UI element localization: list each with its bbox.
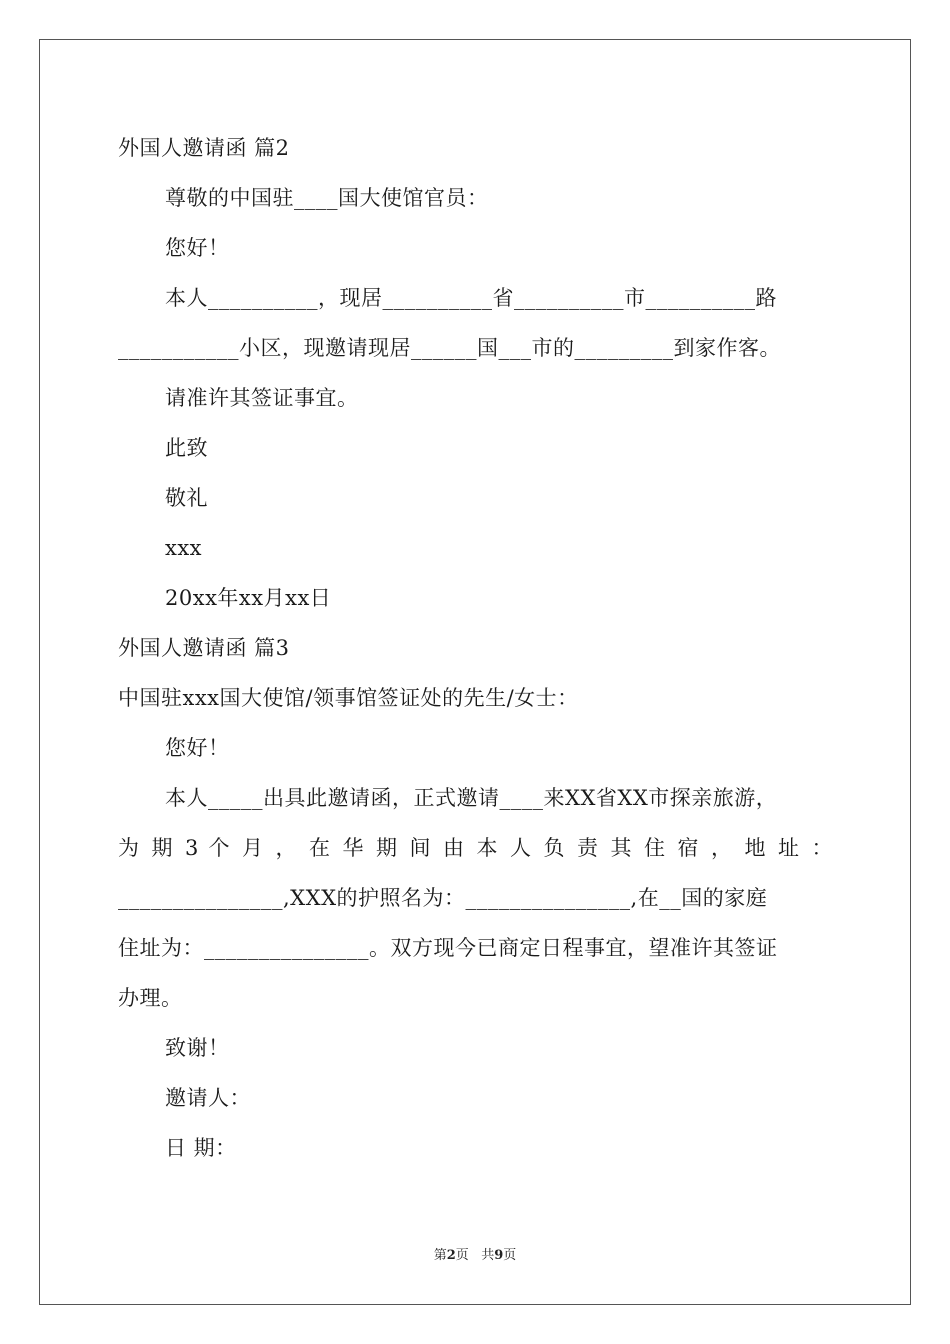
footer-page-suffix: 页 <box>455 1248 469 1263</box>
salutation-2: 尊敬的中国驻____国大使馆官员： <box>165 186 489 210</box>
closing-cizhi: 此致 <box>165 436 208 460</box>
footer-page-prefix: 第 <box>433 1248 447 1263</box>
inviter-label: 邀请人： <box>165 1086 251 1110</box>
page-footer <box>0 1247 950 1265</box>
section-heading-2: 外国人邀请函 篇2 <box>118 136 290 160</box>
section-heading-3: 外国人邀请函 篇3 <box>118 636 290 660</box>
body-line-3b: 为 期 3 个 月 ， 在 华 期 间 由 本 人 负 责 其 住 宿 ， 地 址 ： <box>118 836 833 860</box>
footer-total-suffix: 页 <box>503 1248 517 1263</box>
body-line-2c: 请准许其签证事宜。 <box>165 386 359 410</box>
greeting-2: 您好！ <box>165 236 230 260</box>
page-border <box>39 39 911 1305</box>
body-line-3e: 办理。 <box>118 986 183 1010</box>
body-line-3d: 住址为：_______________。双方现今已商定日程事宜，望准许其签证 <box>118 936 778 960</box>
thanks: 致谢！ <box>165 1036 230 1060</box>
signature-name: xxx <box>165 536 203 560</box>
salutation-3: 中国驻xxx国大使馆/领事馆签证处的先生/女士： <box>118 686 579 710</box>
body-line-3c: _______________,XXX的护照名为：_______________,在__国的家庭 <box>118 886 768 910</box>
closing-jingli: 敬礼 <box>165 486 208 510</box>
date-label: 日 期： <box>165 1136 237 1160</box>
footer-total-pages: 9 <box>494 1248 504 1263</box>
body-line-2b: ___________小区，现邀请现居______国___市的_________到家作客。 <box>118 336 781 360</box>
greeting-3: 您好！ <box>165 736 230 760</box>
footer-total-prefix: 共 <box>481 1248 495 1263</box>
footer-page-number: 2 <box>446 1248 456 1263</box>
body-line-3a: 本人_____出具此邀请函，正式邀请____来XX省XX市探亲旅游， <box>165 786 778 810</box>
body-line-2a: 本人__________，现居__________省__________市__________路 <box>165 286 777 310</box>
signature-date: 20xx年xx月xx日 <box>165 586 332 610</box>
